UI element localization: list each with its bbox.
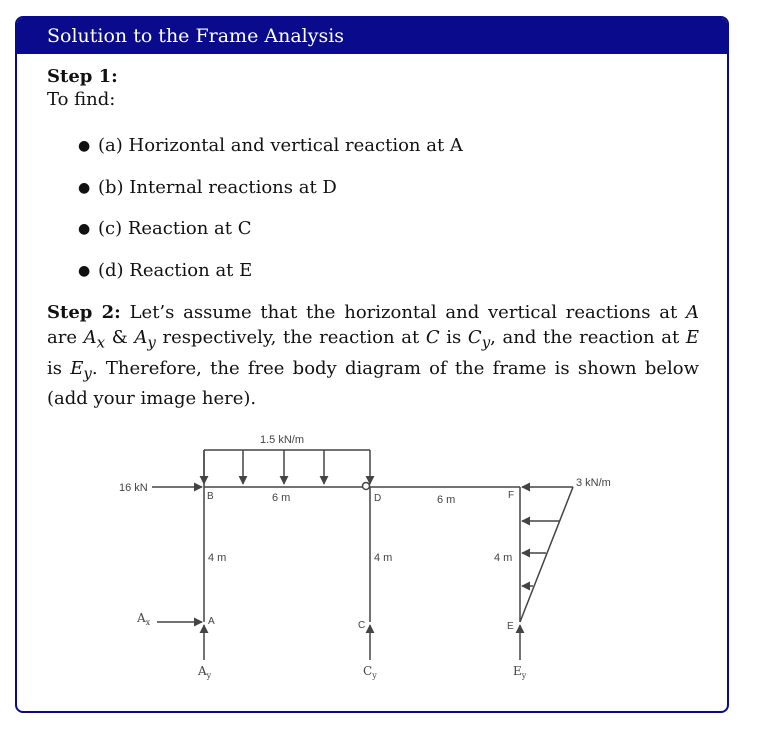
node-e: E: [507, 621, 514, 632]
bullet-icon: ●: [78, 262, 91, 279]
cy-label: $C_y$: [363, 664, 377, 680]
dim-df: 6 m: [437, 494, 456, 506]
hinge-d: [363, 483, 370, 490]
step1-intro: To find:: [47, 89, 116, 110]
node-c: C: [358, 620, 366, 631]
box-title: Solution to the Frame Analysis: [17, 18, 727, 54]
height-fe: 4 m: [494, 552, 513, 564]
point-load-label: 16 kN: [119, 482, 148, 494]
step1-label: Step 1:: [47, 66, 118, 87]
ey-label: $E_y$: [513, 664, 527, 680]
bullet-icon: ●: [78, 179, 91, 196]
step2-paragraph: Step 2: Let’s assume that the horizontal and vertical reactions at A are $A_x$ & $A_y$ respectively, the reaction at C is $C_y$, and the reaction at E is $E_y$. Therefore, the free body diagram of the frame is shown below (add your image here).: [47, 302, 699, 410]
bullet-icon: ●: [78, 138, 91, 154]
var-cy: $C_y$: [467, 327, 491, 352]
node-b: B: [207, 491, 214, 502]
ay-label: $A_y$: [198, 664, 212, 680]
var-ey: $E_y$: [70, 357, 92, 383]
var-ay: $A_y$: [134, 327, 156, 352]
node-f: F: [508, 490, 515, 501]
list-item: ● (c) Reaction at C: [78, 214, 463, 256]
step2-label: Step 2:: [47, 302, 121, 323]
tri-load-label: 3 kN/m: [576, 477, 611, 489]
list-item: ● (b) Internal reactions at D: [78, 173, 463, 215]
height-ab: 4 m: [208, 552, 227, 564]
height-dc: 4 m: [374, 552, 393, 564]
dim-bd: 6 m: [272, 492, 291, 504]
node-a: A: [208, 616, 215, 627]
ax-label: $A_x$: [137, 611, 151, 627]
list-item: ● (a) Horizontal and vertical reaction at A: [78, 131, 463, 173]
var-ax: $A_x$: [83, 327, 106, 352]
node-d: D: [374, 493, 382, 504]
list-item: ● (d) Reaction at E: [78, 256, 463, 298]
tri-load-hyp: [520, 487, 573, 622]
bullet-icon: ●: [78, 221, 91, 237]
udl-label: 1.5 kN/m: [260, 434, 305, 446]
